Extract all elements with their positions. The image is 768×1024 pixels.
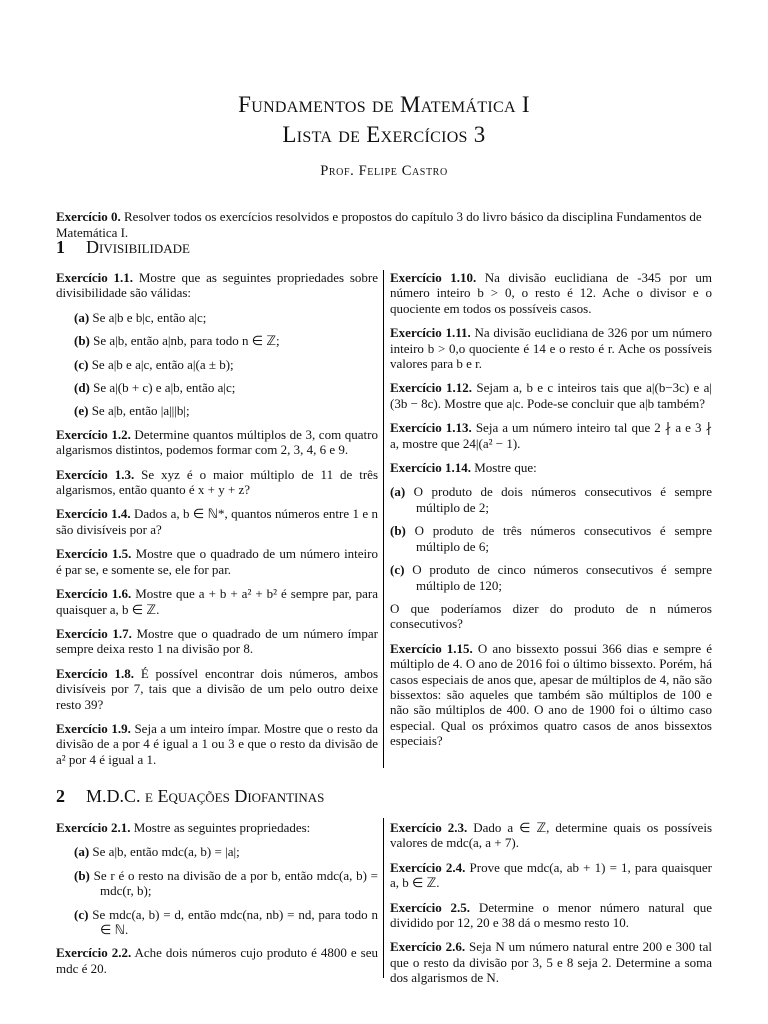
item-text: Se a|b, então |a|||b|; <box>91 403 190 419</box>
exercise-text: Seja N um número natural entre 200 e 300 tal que o resto da divisão por 3, 5 e 8 seja 2. Determine a soma dos algarismos de N. <box>390 939 713 986</box>
list-item <box>390 523 712 554</box>
exercise-label: Exercício 1.12. <box>390 380 473 396</box>
exercise-1-8 <box>56 666 378 712</box>
item-tag: (b) <box>390 523 406 539</box>
item-text: Se a|(b + c) e a|b, então a|c; <box>93 380 236 396</box>
exercise-text: Ache dois números cujo produto é 4800 e seu mdc é 20. <box>56 945 378 976</box>
item-tag: (c) <box>74 356 89 372</box>
exercise-label: Exercício 1.7. <box>56 625 132 641</box>
list-item <box>56 403 378 418</box>
exercise-label: Exercício 1.9. <box>56 720 131 736</box>
list-item <box>390 484 712 515</box>
property-list <box>56 310 378 419</box>
exercise-1-9 <box>56 721 378 767</box>
item-text: Se a|b, então a|nb, para todo n ∈ ℤ; <box>93 333 280 349</box>
exercise-label: Exercício 0. <box>56 209 121 224</box>
section-title: Divisibilidade <box>86 237 190 257</box>
item-text: Se a|b e a|c, então a|(a ± b); <box>91 356 234 372</box>
exercise-text: Determine o menor número natural que dividido por 12, 20 e 38 dá o mesmo resto 10. <box>390 899 713 931</box>
exercise-text: Dados a, b ∈ ℕ*, quantos números entre 1 e n são divisíveis por a? <box>56 506 379 537</box>
exercise-1-12 <box>390 380 712 411</box>
list-item <box>56 333 378 348</box>
column-divider <box>383 270 384 768</box>
exercise-text: Prove que mdc(a, ab + 1) = 1, para quaisquer a, b ∈ ℤ. <box>390 859 712 891</box>
exercise-text: Seja a um inteiro ímpar. Mostre que o resto da divisão de a por 4 é igual a 1 ou 3 e que o resto da divisão de a² por 4 é igual a 1. <box>56 720 379 767</box>
item-list <box>390 484 712 592</box>
exercise-label: Exercício 2.2. <box>56 945 132 961</box>
item-tag: (b) <box>74 333 90 349</box>
exercise-1-15 <box>390 641 712 749</box>
section2-right-column <box>390 820 712 995</box>
item-text: Se mdc(a, b) = d, então mdc(na, nb) = nd, para todo n ∈ ℕ. <box>92 906 379 938</box>
item-tag: (c) <box>390 562 405 578</box>
item-tag: (a) <box>74 309 90 325</box>
item-tag: (a) <box>74 844 90 860</box>
exercise-label: Exercício 2.3. <box>390 820 468 835</box>
list-item <box>56 380 378 395</box>
exercise-text: Seja a um número inteiro tal que 2 ∤ a e 3 ∤ a, mostre que 24|(a² − 1). <box>390 420 712 451</box>
list-item <box>56 357 378 372</box>
exercise-label: Exercício 2.1. <box>56 820 131 835</box>
exercise-2-4 <box>390 860 712 891</box>
item-tag: (d) <box>74 380 90 396</box>
item-text: O produto de cinco números consecutivos é sempre múltiplo de 120; <box>412 562 713 593</box>
exercise-text: Se xyz é o maior múltiplo de 11 de três algarismos, então quanto é x + y + z? <box>56 466 379 498</box>
intro-exercise <box>56 209 712 240</box>
exercise-1-7 <box>56 626 378 657</box>
exercise-text: Mostre que o quadrado de um número ímpar sempre deixa resto 1 na divisão por 8. <box>56 625 379 657</box>
list-item <box>56 310 378 325</box>
exercise-1-11 <box>390 325 712 371</box>
exercise-1-2 <box>56 427 378 458</box>
exercise-2-2 <box>56 945 378 976</box>
section-number: 2 <box>56 786 65 806</box>
item-text: Se a|b, então mdc(a, b) = |a|; <box>92 844 240 860</box>
exercise-text: Determine quantos múltiplos de 3, com quatro algarismos distintos, podemos formar com 2, 3, 4, 6 e 9. <box>56 426 378 458</box>
exercise-label: Exercício 1.15. <box>390 640 473 656</box>
exercise-text: Resolver todos os exercícios resolvidos e propostos do capítulo 3 do livro básico da disciplina Fundamentos de Matemática I. <box>56 209 702 240</box>
document-title: Fundamentos de Matemática I <box>238 92 530 117</box>
section1-left-column <box>56 270 378 776</box>
exercise-text: Na divisão euclidiana de -345 por um número inteiro b > 0, o resto é 12. Ache o divisor e o quociente em todos os possíveis casos. <box>390 270 712 316</box>
section-heading-2 <box>56 786 324 807</box>
list-item <box>56 868 378 899</box>
author-name: Prof. Felipe Castro <box>320 163 448 179</box>
item-text: Se a|b e b|c, então a|c; <box>92 309 207 325</box>
exercise-label: Exercício 2.6. <box>390 939 466 955</box>
exercise-label: Exercício 1.4. <box>56 506 131 522</box>
exercise-label: Exercício 1.8. <box>56 665 135 681</box>
section-title: M.D.C. e Equações Diofantinas <box>86 786 325 806</box>
exercise-2-6 <box>390 939 712 985</box>
section1-right-column <box>390 270 712 758</box>
exercise-2-5 <box>390 900 712 931</box>
item-text: O produto de três números consecutivos é sempre múltiplo de 6; <box>414 523 712 554</box>
exercise-1-13 <box>390 420 712 451</box>
exercise-text: Mostre que: <box>474 460 537 476</box>
document-subtitle: Lista de Exercícios 3 <box>282 122 486 147</box>
exercise-text: Mostre que as seguintes propriedades sobre divisibilidade são válidas: <box>56 270 378 301</box>
exercise-1-4 <box>56 506 378 537</box>
exercise-label: Exercício 1.14. <box>390 460 471 476</box>
exercise-label: Exercício 1.11. <box>390 325 471 341</box>
exercise-label: Exercício 1.2. <box>56 426 131 442</box>
exercise-text: Mostre que a + b + a² + b² é sempre par, para quaisquer a, b ∈ ℤ. <box>56 586 379 617</box>
exercise-label: Exercício 1.6. <box>56 586 132 602</box>
exercise-label: Exercício 1.1. <box>56 270 134 285</box>
exercise-1-14-followup: O que poderíamos dizer do produto de n números consecutivos? <box>390 600 712 632</box>
exercise-label: Exercício 1.3. <box>56 466 135 482</box>
item-text: Se r é o resto na divisão de a por b, então mdc(a, b) = mdc(r, b); <box>93 867 378 899</box>
exercise-text: Sejam a, b e c inteiros tais que a|(b−3c) e a|(3b − 8c). Mostre que a|c. Pode-se concluir que a|b também? <box>390 380 712 411</box>
exercise-1-6 <box>56 586 378 617</box>
item-text: O produto de dois números consecutivos é sempre múltiplo de 2; <box>413 484 712 515</box>
exercise-2-3 <box>390 820 712 851</box>
exercise-label: Exercício 1.13. <box>390 420 472 436</box>
exercise-label: Exercício 1.10. <box>390 270 477 285</box>
exercise-1-3 <box>56 467 378 498</box>
exercise-text: Mostre as seguintes propriedades: <box>133 820 311 835</box>
item-tag: (a) <box>390 484 406 500</box>
exercise-1-10 <box>390 270 712 316</box>
exercise-label: Exercício 2.4. <box>390 859 466 875</box>
section2-left-column <box>56 820 378 985</box>
exercise-1-14 <box>390 460 712 475</box>
item-tag: (b) <box>74 867 90 883</box>
exercise-1-1 <box>56 270 378 301</box>
list-item <box>56 844 378 859</box>
exercise-text: Mostre que o quadrado de um número inteiro é par se, e somente se, ele for par. <box>56 546 378 577</box>
column-divider <box>383 818 384 978</box>
exercise-label: Exercício 1.5. <box>56 546 132 562</box>
exercise-label: Exercício 2.5. <box>390 899 471 915</box>
property-list <box>56 844 378 937</box>
exercise-2-1 <box>56 820 378 835</box>
list-item <box>390 562 712 593</box>
item-tag: (c) <box>74 906 89 922</box>
exercise-text: É possível encontrar dois números, ambos divisíveis por 7, tais que a divisão de um pelo outro deixe resto 39? <box>56 665 379 712</box>
exercise-text: Na divisão euclidiana de 326 por um número inteiro b > 0,o quociente é 14 e o resto é r. Ache os possíveis valores para b e r. <box>390 325 712 372</box>
section-heading-1 <box>56 237 190 258</box>
item-tag: (e) <box>74 403 89 419</box>
exercise-text: Dado a ∈ ℤ, determine quais os possíveis valores de mdc(a, a + 7). <box>390 820 713 851</box>
exercise-1-5 <box>56 546 378 577</box>
section-number: 1 <box>56 237 65 257</box>
list-item <box>56 907 378 938</box>
exercise-text: O ano bissexto possui 366 dias e sempre é múltiplo de 4. O ano de 2016 foi o último bissexto. Porém, há casos especiais de anos que, apesar de múltiplos de 4, não são bissextos: são aqueles que também são múltiplos de 100 e não são múltiplos de 400. O ano de 1900 foi o último caso especial. Qual os próximos quatro casos de anos bissextos especiais? <box>390 640 712 749</box>
